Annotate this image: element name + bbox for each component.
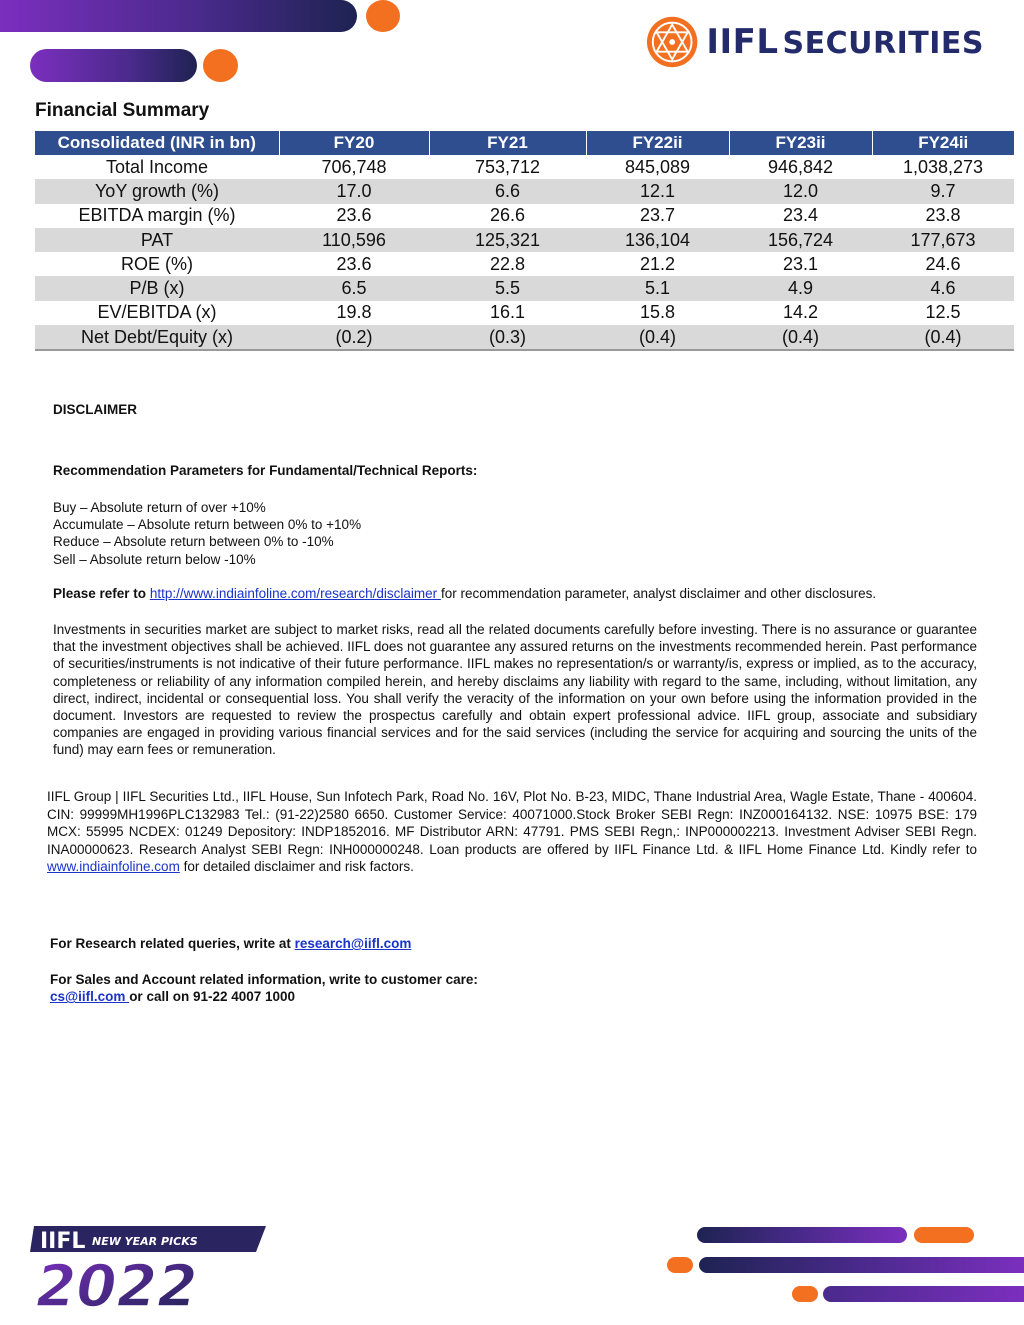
table-cell: 23.6 [336,205,372,226]
table-cell: 1,038,273 [902,156,984,177]
website-link[interactable]: www.indiainfoline.com [47,859,180,875]
column-header: FY24ii [872,131,1014,155]
yantra-logo-icon [646,15,698,69]
research-contact [50,935,974,952]
logo-wordmark [706,22,984,62]
column-header: FY23ii [729,131,872,155]
sales-contact [50,971,974,1005]
table-cell: (0.4) [729,325,872,350]
address-suffix: for detailed disclaimer and risk factors. [179,859,414,875]
table-cell: 110,596 [279,228,429,252]
new-year-picks-badge [30,1222,270,1310]
table-row [35,155,1014,179]
header-decor-bar-small [30,49,197,82]
row-label: Net Debt/Equity (x) [35,325,279,350]
logo-suffix: SECURITIES [782,26,984,61]
recommendation-line: Sell – Absolute return below -10% [53,551,256,567]
table-cell: 19.8 [336,302,372,323]
table-cell: 6.6 [429,179,586,203]
table-cell: 23.8 [925,205,961,226]
table-cell: 15.8 [639,302,676,323]
disclaimer-link[interactable]: http://www.indiainfoline.com/research/disclaimer [149,586,441,601]
footer-decor-bar [699,1257,1024,1273]
table-row [35,204,1014,228]
table-cell: 23.4 [782,205,819,226]
table-cell: 177,673 [872,228,1014,252]
table-cell: 125,321 [429,228,586,252]
table-row [35,301,1014,325]
footer-decor-bar [697,1227,907,1243]
table-cell: (0.4) [586,325,729,350]
table-cell: 16.1 [489,302,526,323]
table-row [35,252,1014,276]
recommendation-line: Accumulate – Absolute return between 0% to +10% [53,517,362,533]
table-cell: 706,748 [321,156,387,177]
badge-brand: IIFL [40,1229,86,1254]
table-cell: 12.0 [729,179,872,203]
disclaimer-body: Investments in securities market are subject to market risks, read all the related documents carefully before investing. There is no assurance or guarantee that the investment objectives shall be achieved. IIFL does not guarantee any assured returns on the investments recommended herein. Past performance of securities/instruments is not indicative of their future performance. IIFL makes no representation/s or warranty/is, express or implied, as to the accuracy, completeness or reliability of any information compiled herein, and hereby disclaims any liability with regard to the same, including, without limitation, any direct, indirect, incidental or consequential loss. You shall verify the veracity of the information on your own before using the information provided in the document. Investors are requested to review the prospectus carefully and obtain expert professional advice. IIFL group, associate and subsidiary companies are engaged in providing various financial services and for the said services (including the service for acquiring and sourcing the units of the fund) may earn fees or remuneration. [53,622,977,758]
column-header: FY21 [429,131,586,155]
table-row [35,228,1014,252]
table-cell: (0.4) [872,325,1014,350]
sales-phone-text: or call on 91-22 4007 1000 [129,989,296,1005]
financial-summary-table [35,131,1014,351]
row-label: Total Income [105,156,209,177]
table-cell: 23.6 [336,253,372,274]
financial-summary-title: Financial Summary [35,100,210,121]
logo-brand: IIFL [706,22,779,62]
table-cell: 5.5 [429,276,586,300]
header-decor-dot [366,0,400,32]
table-header-row [35,131,1014,155]
table-cell: 12.5 [925,302,961,323]
recommendation-line: Reduce – Absolute return between 0% to -10% [53,534,334,550]
table-cell: 753,712 [474,156,541,177]
row-label: P/B (x) [35,276,279,300]
table-cell: 21.2 [639,253,676,274]
disclaimer-heading: DISCLAIMER [53,402,137,417]
table-cell: 26.6 [489,205,526,226]
table-cell: 946,842 [767,156,834,177]
company-address [47,788,977,876]
footer-decor-bar [823,1286,1024,1302]
table-cell: 156,724 [729,228,872,252]
table-cell: (0.2) [279,325,429,350]
sales-contact-text: For Sales and Account related information, write to customer care: [50,972,478,987]
table-cell: (0.3) [429,325,586,350]
column-header: FY20 [279,131,429,155]
row-label: EV/EBITDA (x) [97,302,217,323]
table-cell: 6.5 [279,276,429,300]
recommendation-heading: Recommendation Parameters for Fundamental/Technical Reports: [53,463,478,478]
table-cell: 4.6 [872,276,1014,300]
row-label: EBITDA margin (%) [78,205,236,226]
table-cell: 4.9 [729,276,872,300]
refer-prefix: Please refer to [53,586,150,601]
research-contact-text: For Research related queries, write at [50,936,295,951]
table-row [35,276,1014,300]
footer-decor-dot [914,1227,974,1243]
row-label: ROE (%) [121,253,193,274]
row-label: YoY growth (%) [35,179,279,203]
table-cell: 9.7 [872,179,1014,203]
header-decor-dot-small [203,49,238,82]
table-cell: 5.1 [586,276,729,300]
table-cell: 14.2 [782,302,819,323]
table-cell: 24.6 [925,253,961,274]
refer-suffix: for recommendation parameter, analyst disclaimer and other disclosures. [440,586,877,601]
footer-decor-dot [667,1257,693,1273]
research-email-link[interactable]: research@iifl.com [294,936,412,951]
sales-email-link[interactable]: cs@iifl.com [50,989,130,1005]
table-cell: 22.8 [489,253,526,274]
table-row [35,179,1014,203]
brand-logo [646,12,984,72]
recommendation-line: Buy – Absolute return of over +10% [53,500,266,515]
table-cell: 12.1 [586,179,729,203]
table-row [35,325,1014,350]
refer-line [53,585,977,602]
address-text: IIFL Group | IIFL Securities Ltd., IIFL House, Sun Infotech Park, Road No. 16V, Plot No. B-23, MIDC, Thane Industrial Area, Wagle Estate, Thane - 400604. CIN: 99999MH1996PLC132983 Tel.: (91-22)2580 6650. Customer Service: 40071000.Stock Broker SEBI Regn: INZ000164132. NSE: 10975 BSE: 179 MCX: 55995 NCDEX: 01249 Depository: INDP1852016. MF Distributor ARN: 47791. PMS SEBI Regn,: INP000002213. Investment Adviser SEBI Regn. INA00000623. Research Analyst SEBI Regn: INH000000248. Loan products are offered by IIFL Finance Ltd. & IIFL Home Finance Ltd. Kindly refer to [47,789,977,857]
row-label: PAT [35,228,279,252]
table-cell: 23.7 [639,205,676,226]
table-cell: 845,089 [624,156,691,177]
recommendation-list [53,499,977,568]
badge-tagline: NEW YEAR PICKS [92,1235,198,1248]
badge-year: 2022 [36,1252,198,1310]
column-header: FY22ii [586,131,729,155]
column-header: Consolidated (INR in bn) [35,131,279,155]
table-cell: 136,104 [586,228,729,252]
footer-decor-dot [792,1286,818,1302]
table-cell: 23.1 [782,253,819,274]
header-decor-bar [0,0,357,32]
table-cell: 17.0 [279,179,429,203]
